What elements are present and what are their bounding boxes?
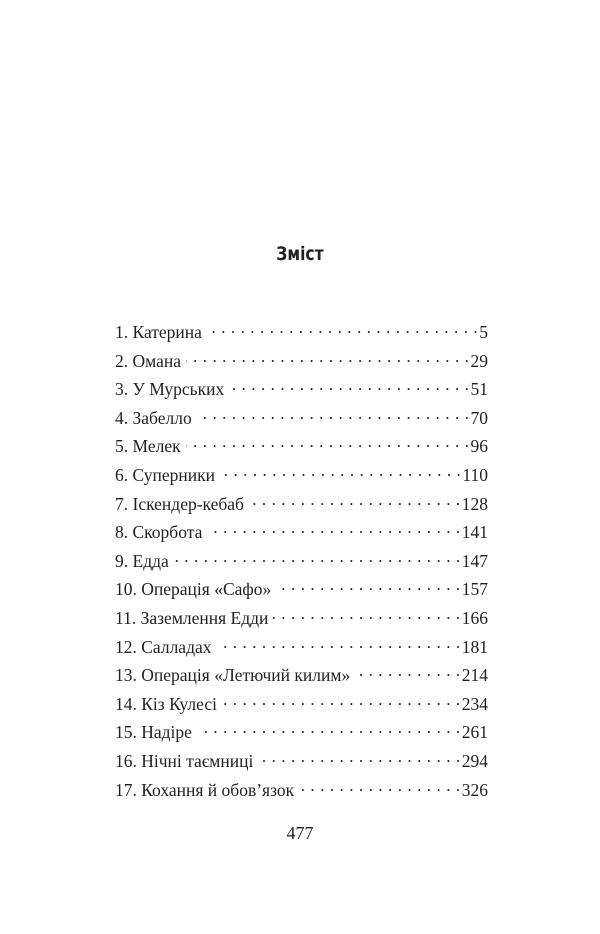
toc-entry-title: 13. Операція «Летючий килим» bbox=[115, 665, 351, 686]
toc-entry bbox=[115, 461, 488, 490]
toc-entry-page: 51 bbox=[470, 379, 488, 400]
dot-leader bbox=[249, 490, 461, 510]
toc-entry bbox=[115, 776, 488, 805]
toc-entry-title: 15. Надіре bbox=[115, 722, 192, 743]
toc-entry-title: 16. Нічні таємниці bbox=[115, 750, 254, 771]
toc-entry-title: 4. Забелло bbox=[115, 407, 192, 428]
dot-leader bbox=[220, 461, 461, 481]
dot-leader bbox=[186, 432, 470, 452]
toc-entry-title: 11. Заземлення Едди bbox=[115, 607, 269, 628]
toc-entry bbox=[115, 718, 488, 747]
toc-entry-page: 70 bbox=[470, 407, 488, 428]
toc-entry bbox=[115, 404, 488, 433]
page-number: 477 bbox=[286, 823, 314, 843]
toc-entry bbox=[115, 318, 488, 347]
dot-leader bbox=[174, 547, 461, 567]
dot-leader bbox=[207, 318, 478, 338]
toc-entry-title: 6. Суперники bbox=[115, 464, 215, 485]
toc-entry bbox=[115, 747, 488, 776]
page-title: Зміст bbox=[276, 243, 324, 265]
dot-leader bbox=[222, 690, 461, 710]
toc-entry-page: 128 bbox=[461, 493, 488, 514]
dot-leader bbox=[197, 404, 470, 424]
toc-entry bbox=[115, 575, 488, 604]
dot-leader bbox=[186, 347, 470, 367]
toc-entry-page: 261 bbox=[461, 722, 488, 743]
toc-entry-title: 14. Кіз Кулесі bbox=[115, 693, 217, 714]
toc-entry-title: 10. Операція «Сафо» bbox=[115, 579, 272, 600]
table-of-contents bbox=[115, 318, 488, 804]
toc-entry-page: 110 bbox=[462, 464, 488, 485]
toc-entry-title: 5. Мелек bbox=[115, 436, 181, 457]
toc-entry-title: 9. Едда bbox=[115, 550, 169, 571]
dot-leader bbox=[355, 661, 461, 681]
dot-leader bbox=[258, 747, 460, 767]
toc-entry bbox=[115, 347, 488, 376]
toc-entry-page: 5 bbox=[479, 322, 488, 342]
toc-entry bbox=[115, 547, 488, 576]
toc-entry bbox=[115, 690, 488, 719]
toc-entry-page: 96 bbox=[470, 436, 488, 457]
toc-entry-title: 17. Кохання й обов’язок bbox=[115, 779, 295, 800]
toc-entry-title: 1. Катерина bbox=[115, 322, 202, 342]
dot-leader bbox=[276, 575, 461, 595]
toc-entry-page: 326 bbox=[461, 779, 488, 800]
dot-leader bbox=[273, 604, 460, 624]
dot-leader bbox=[299, 776, 461, 796]
toc-entry bbox=[115, 633, 488, 662]
toc-entry bbox=[115, 432, 488, 461]
toc-entry-page: 166 bbox=[461, 607, 488, 628]
toc-entry-page: 157 bbox=[461, 579, 488, 600]
dot-leader bbox=[217, 633, 461, 653]
toc-entry-page: 147 bbox=[461, 550, 488, 571]
toc-entry-title: 12. Салладах bbox=[115, 636, 212, 657]
toc-entry-title: 2. Омана bbox=[115, 350, 181, 371]
toc-entry-title: 8. Скорбота bbox=[115, 522, 203, 543]
toc-entry bbox=[115, 518, 488, 547]
toc-entry-page: 214 bbox=[461, 665, 488, 686]
toc-entry-title: 7. Іскендер-кебаб bbox=[115, 493, 244, 514]
toc-entry-page: 181 bbox=[461, 636, 488, 657]
toc-entry-title: 3. У Мурських bbox=[115, 379, 225, 400]
dot-leader bbox=[197, 718, 461, 738]
toc-entry-page: 141 bbox=[461, 522, 488, 543]
dot-leader bbox=[207, 518, 460, 538]
toc-entry bbox=[115, 661, 488, 690]
toc-entry-page: 29 bbox=[470, 350, 488, 371]
dot-leader bbox=[229, 375, 469, 395]
toc-entry-page: 294 bbox=[461, 750, 488, 771]
toc-entry bbox=[115, 490, 488, 519]
toc-entry bbox=[115, 604, 488, 633]
toc-entry-page: 234 bbox=[461, 693, 488, 714]
toc-entry bbox=[115, 375, 488, 404]
